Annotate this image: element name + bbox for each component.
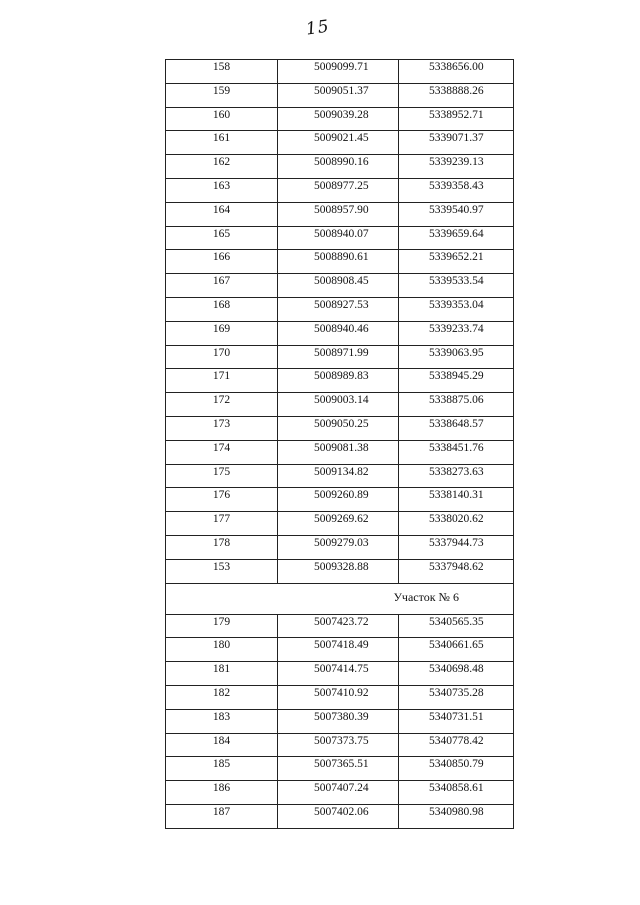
point-number: 166 <box>166 250 278 274</box>
point-number: 181 <box>166 662 278 686</box>
point-number: 161 <box>166 131 278 155</box>
table-row <box>166 178 514 202</box>
table-row <box>166 804 514 828</box>
table-row <box>166 535 514 559</box>
table-row <box>166 614 514 638</box>
coord-y: 5340980.98 <box>399 804 514 828</box>
coord-y: 5339071.37 <box>399 131 514 155</box>
table-row <box>166 638 514 662</box>
coord-x: 5007373.75 <box>278 733 399 757</box>
table-row <box>166 416 514 440</box>
table-row <box>166 369 514 393</box>
table-row <box>166 274 514 298</box>
table-row <box>166 512 514 536</box>
coord-x: 5009039.28 <box>278 107 399 131</box>
coord-x: 5008890.61 <box>278 250 399 274</box>
point-number: 167 <box>166 274 278 298</box>
coord-y: 5340850.79 <box>399 757 514 781</box>
table-row <box>166 250 514 274</box>
point-number: 165 <box>166 226 278 250</box>
coord-y: 5338273.63 <box>399 464 514 488</box>
coord-y: 5340731.51 <box>399 709 514 733</box>
coord-y: 5340661.65 <box>399 638 514 662</box>
coordinates-table-body <box>166 60 514 584</box>
coord-x: 5008927.53 <box>278 297 399 321</box>
table-row <box>166 393 514 417</box>
coord-y: 5338140.31 <box>399 488 514 512</box>
table-row <box>166 440 514 464</box>
coord-y: 5338648.57 <box>399 416 514 440</box>
point-number: 175 <box>166 464 278 488</box>
coord-y: 5340735.28 <box>399 685 514 709</box>
point-number: 180 <box>166 638 278 662</box>
coord-x: 5007365.51 <box>278 757 399 781</box>
table-row <box>166 757 514 781</box>
coord-y: 5338020.62 <box>399 512 514 536</box>
coord-x: 5007380.39 <box>278 709 399 733</box>
coord-y: 5338451.76 <box>399 440 514 464</box>
coord-y: 5338888.26 <box>399 83 514 107</box>
point-number: 170 <box>166 345 278 369</box>
table-row <box>166 781 514 805</box>
coord-y: 5337944.73 <box>399 535 514 559</box>
coord-x: 5009328.88 <box>278 559 399 583</box>
coord-y: 5340778.42 <box>399 733 514 757</box>
coord-y: 5340698.48 <box>399 662 514 686</box>
point-number: 178 <box>166 535 278 559</box>
coord-x: 5008940.07 <box>278 226 399 250</box>
table-row <box>166 345 514 369</box>
coord-x: 5009081.38 <box>278 440 399 464</box>
table-row <box>166 559 514 583</box>
coord-x: 5009260.89 <box>278 488 399 512</box>
coord-x: 5008977.25 <box>278 178 399 202</box>
point-number: 176 <box>166 488 278 512</box>
point-number: 187 <box>166 804 278 828</box>
point-number: 185 <box>166 757 278 781</box>
table-row <box>166 464 514 488</box>
coord-x: 5008940.46 <box>278 321 399 345</box>
table-row <box>166 155 514 179</box>
table-row <box>166 226 514 250</box>
page-number: 15 <box>304 16 331 40</box>
table-row <box>166 321 514 345</box>
coord-x: 5009134.82 <box>278 464 399 488</box>
section-header-row <box>166 583 514 614</box>
coord-y: 5338875.06 <box>399 393 514 417</box>
table-row <box>166 83 514 107</box>
coord-x: 5007402.06 <box>278 804 399 828</box>
point-number: 159 <box>166 83 278 107</box>
table-row <box>166 131 514 155</box>
coord-x: 5009003.14 <box>278 393 399 417</box>
table-row <box>166 488 514 512</box>
point-number: 174 <box>166 440 278 464</box>
point-number: 186 <box>166 781 278 805</box>
point-number: 153 <box>166 559 278 583</box>
point-number: 169 <box>166 321 278 345</box>
point-number: 184 <box>166 733 278 757</box>
coord-y: 5339239.13 <box>399 155 514 179</box>
coord-x: 5008971.99 <box>278 345 399 369</box>
table-row <box>166 202 514 226</box>
coord-x: 5009279.03 <box>278 535 399 559</box>
coord-x: 5007407.24 <box>278 781 399 805</box>
table-row <box>166 60 514 84</box>
point-number: 177 <box>166 512 278 536</box>
point-number: 168 <box>166 297 278 321</box>
table-row <box>166 709 514 733</box>
coord-x: 5009050.25 <box>278 416 399 440</box>
point-number: 179 <box>166 614 278 638</box>
coord-x: 5007414.75 <box>278 662 399 686</box>
point-number: 163 <box>166 178 278 202</box>
coord-x: 5008957.90 <box>278 202 399 226</box>
point-number: 162 <box>166 155 278 179</box>
table-row <box>166 107 514 131</box>
point-number: 171 <box>166 369 278 393</box>
coord-x: 5007418.49 <box>278 638 399 662</box>
table-row <box>166 733 514 757</box>
coord-y: 5338656.00 <box>399 60 514 84</box>
coord-y: 5339652.21 <box>399 250 514 274</box>
coord-x: 5007410.92 <box>278 685 399 709</box>
point-number: 160 <box>166 107 278 131</box>
point-number: 183 <box>166 709 278 733</box>
coord-y: 5339063.95 <box>399 345 514 369</box>
coord-y: 5340858.61 <box>399 781 514 805</box>
coord-x: 5009051.37 <box>278 83 399 107</box>
coord-y: 5339353.04 <box>399 297 514 321</box>
point-number: 164 <box>166 202 278 226</box>
coord-x: 5008990.16 <box>278 155 399 179</box>
point-number: 182 <box>166 685 278 709</box>
section-title: Участок № 6 <box>166 583 514 614</box>
coordinates-table <box>165 59 514 829</box>
table-row <box>166 685 514 709</box>
coord-y: 5339358.43 <box>399 178 514 202</box>
coord-x: 5009099.71 <box>278 60 399 84</box>
coord-x: 5008989.83 <box>278 369 399 393</box>
coord-y: 5337948.62 <box>399 559 514 583</box>
coord-x: 5009269.62 <box>278 512 399 536</box>
coordinates-table-body-section <box>166 614 514 828</box>
coord-y: 5339233.74 <box>399 321 514 345</box>
coord-x: 5007423.72 <box>278 614 399 638</box>
coord-x: 5008908.45 <box>278 274 399 298</box>
coord-y: 5339659.64 <box>399 226 514 250</box>
table-row <box>166 297 514 321</box>
coord-y: 5338952.71 <box>399 107 514 131</box>
coord-y: 5339540.97 <box>399 202 514 226</box>
coord-y: 5338945.29 <box>399 369 514 393</box>
coord-x: 5009021.45 <box>278 131 399 155</box>
point-number: 158 <box>166 60 278 84</box>
point-number: 172 <box>166 393 278 417</box>
coord-y: 5339533.54 <box>399 274 514 298</box>
coord-y: 5340565.35 <box>399 614 514 638</box>
point-number: 173 <box>166 416 278 440</box>
table-row <box>166 662 514 686</box>
